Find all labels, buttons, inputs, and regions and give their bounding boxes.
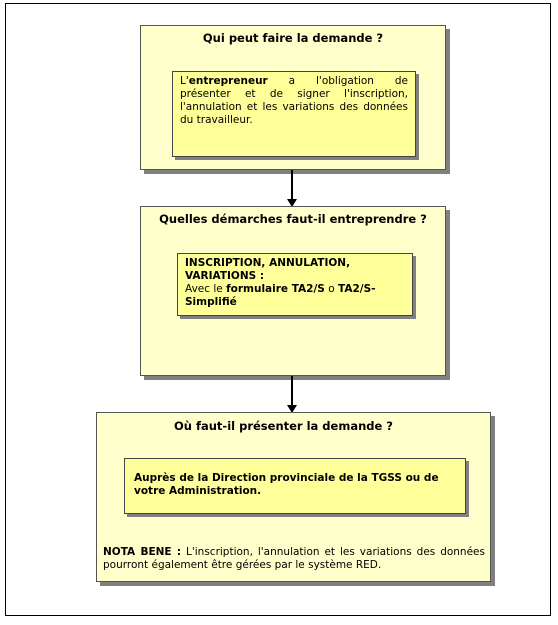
where-to-apply-text: Auprès de la Direction provinciale de la TGSS ou de votre Administration.	[134, 472, 439, 497]
entrepreneur-label: entrepreneur	[188, 75, 268, 87]
procedures-heading-1: INSCRIPTION, ANNULATION,	[185, 257, 351, 269]
procedures-box	[140, 206, 446, 376]
where-to-apply-note	[124, 458, 466, 514]
procedures-title: Quelles démarches faut-il entreprendre ?	[159, 212, 427, 226]
procedures-note	[177, 253, 413, 316]
where-to-apply-title: Où faut-il présenter la demande ?	[174, 419, 393, 433]
procedures-text-start: Avec le	[185, 283, 227, 295]
obligation-text-start: L'	[180, 75, 189, 87]
procedures-connector: o	[324, 283, 338, 295]
nota-bene-note	[103, 546, 485, 572]
who-can-apply-box	[140, 25, 446, 170]
procedures-text	[185, 283, 405, 309]
who-can-apply-title: Qui peut faire la demande ?	[202, 31, 384, 45]
procedures-heading-2: VARIATIONS :	[185, 270, 265, 282]
nota-bene-text: L'inscription, l'annulation et les variations des données pourront également être gérées par le système RED.	[103, 546, 485, 571]
where-to-apply-box	[96, 412, 491, 582]
form-ta2s-simplified-label: TA2/S-Simplifié	[185, 283, 376, 308]
entrepreneur-obligation-note	[172, 71, 416, 157]
form-ta2s-label: formulaire TA2/S	[226, 283, 325, 295]
obligation-text-end: a l'obligation de présenter et de signer l'inscription, l'annulation et les variations des données du travailleur.	[180, 75, 408, 126]
nota-bene-label: NOTA BENE :	[103, 546, 182, 558]
